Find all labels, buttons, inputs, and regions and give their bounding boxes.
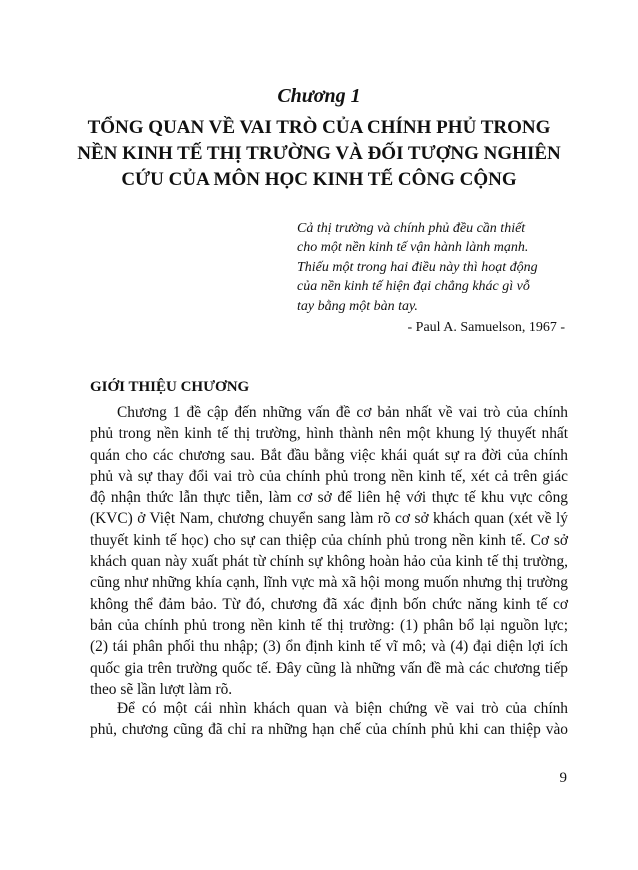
paragraph-line: phủ trong nền kinh tế thị trường, hình thành nên một khung lý thuyết nhất xyxy=(90,425,568,443)
epigraph-line: tay bằng một bàn tay. xyxy=(297,298,418,314)
epigraph-quote xyxy=(297,219,567,316)
chapter-title-line: NỀN KINH TẾ THỊ TRƯỜNG VÀ ĐỐI TƯỢNG NGHIÊN xyxy=(77,143,561,164)
paragraph-line: khách quan này xuất phát từ chính sự không hoàn hảo của kinh tế thị trường, xyxy=(90,553,568,571)
body-paragraph xyxy=(90,698,568,741)
epigraph-attribution: - Paul A. Samuelson, 1967 - xyxy=(407,320,565,335)
paragraph-line: độ nhận thức lẫn thực tiễn, làm cơ sở để liên hệ với thực tế khu vực công xyxy=(90,489,568,507)
paragraph-line: quán cho các chương sau. Bắt đầu bằng việc khái quát sự ra đời của chính xyxy=(90,446,568,464)
paragraph-line: Để có một cái nhìn khách quan và biện chứng về vai trò của chính xyxy=(117,700,568,717)
paragraph-line: bản của chính phủ trong nền kinh tế thị trường: (1) phân bổ lại nguồn lực; xyxy=(90,616,568,634)
epigraph-line: cho một nền kinh tế vận hành lành mạnh. xyxy=(297,240,529,256)
paragraph-line: phủ, chương cũng đã chỉ ra những hạn chế của chính phủ khi can thiệp vào xyxy=(90,721,568,739)
paragraph-line: thuyết kinh tế học) cho sự can thiệp của chính phủ trong nền kinh tế. Cơ sở xyxy=(90,531,568,549)
epigraph-line: của nền kinh tế hiện đại chẳng khác gì vỗ xyxy=(297,279,530,295)
epigraph-line: Cả thị trường và chính phủ đều cần thiết xyxy=(297,221,526,236)
paragraph-line: quốc gia trên trường quốc tế. Đây cũng là những vấn đề mà các chương tiếp xyxy=(90,659,568,677)
paragraph-line: phủ và sự thay đổi vai trò của chính phủ trong nền kinh tế, xét cả trên giác xyxy=(90,467,568,485)
paragraph-line: Chương 1 đề cập đến những vấn đề cơ bản nhất về vai trò của chính xyxy=(117,404,568,421)
body-paragraph xyxy=(90,402,568,700)
paragraph-line: theo sẽ lần lượt làm rõ. xyxy=(90,680,233,698)
epigraph-line: Thiếu một trong hai điều này thì hoạt động xyxy=(297,259,538,275)
paragraph-line: không thể đảm bảo. Từ đó, chương đã xác định bốn chức năng kinh tế cơ xyxy=(90,595,568,613)
section-heading: GIỚI THIỆU CHƯƠNG xyxy=(90,379,250,395)
chapter-label: Chương 1 xyxy=(277,85,361,107)
chapter-title-line: TỔNG QUAN VỀ VAI TRÒ CỦA CHÍNH PHỦ TRONG xyxy=(87,117,551,138)
paragraph-line: (KVC) ở Việt Nam, chương chuyển sang làm rõ cơ sở khách quan (xét về lý xyxy=(90,510,568,528)
chapter-title-line: CỨU CỦA MÔN HỌC KINH TẾ CÔNG CỘNG xyxy=(121,169,517,190)
paragraph-line: (2) tái phân phối thu nhập; (3) ổn định kinh tế vĩ mô; và (4) đại diện lợi ích xyxy=(90,638,568,656)
page-number: 9 xyxy=(559,770,567,786)
paragraph-line: cũng như những khía cạnh, lĩnh vực mà xã hội mong muốn nhưng thị trường xyxy=(90,574,568,592)
chapter-title xyxy=(60,115,578,193)
